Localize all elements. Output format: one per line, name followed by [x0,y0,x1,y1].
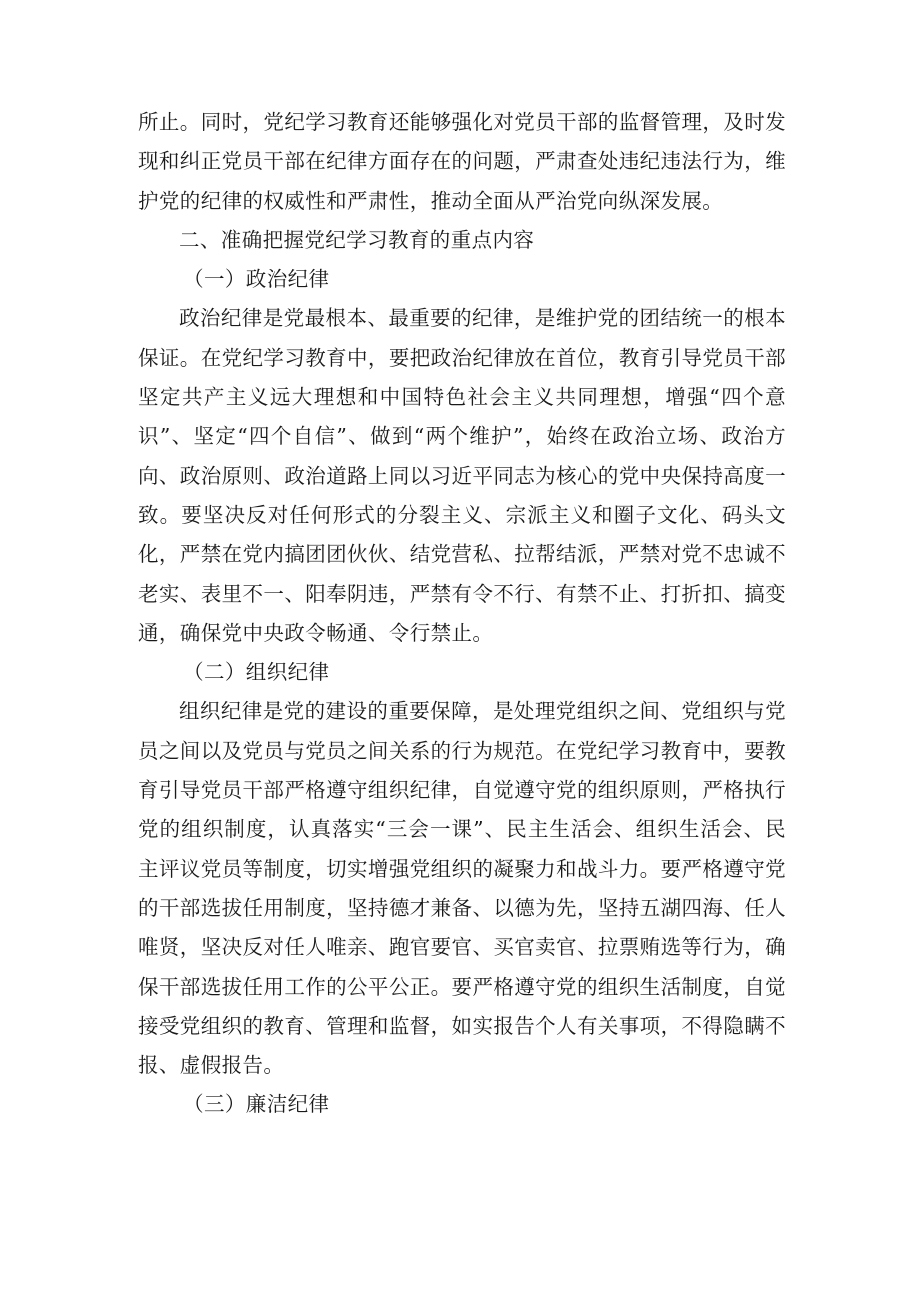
paragraph-political-discipline: 政治纪律是党最根本、最重要的纪律，是维护党的团结统一的根本保证。在党纪学习教育中，要把政治纪律放在首位，教育引导党员干部坚定共产主义远大理想和中国特色社会主义共同理想，增强“四个意识”、坚定“四个自信”、做到“两个维护”，始终在政治立场、政治方向、政治原则、政治道路上同以习近平同志为核心的党中央保持高度一致。要坚决反对任何形式的分裂主义、宗派主义和圈子文化、码头文化，严禁在党内搞团团伙伙、结党营私、拉帮结派，严禁对党不忠诚不老实、表里不一、阳奉阴违，严禁有令不行、有禁不止、打折扣、搞变通，确保党中央政令畅通、令行禁止。 [138,306,786,645]
subsection-heading-political-discipline: （一）政治纪律 [183,267,330,292]
section-heading-2: 二、准确把握党纪学习教育的重点内容 [179,227,535,252]
document-body [138,103,786,1125]
paragraph-continuation: 所止。同时，党纪学习教育还能够强化对党员干部的监督管理，及时发现和纠正党员干部在纪律方面存在的问题，严肃查处违纪违法行为，维护党的纪律的权威性和严肃性，推动全面从严治党向纵深发展。 [138,110,786,213]
subsection-heading-organizational-discipline: （二）组织纪律 [183,660,330,685]
subsection-heading-integrity-discipline: （三）廉洁纪律 [183,1092,330,1117]
paragraph-organizational-discipline: 组织纪律是党的建设的重要保障，是处理党组织之间、党组织与党员之间以及党员与党员之间关系的行为规范。在党纪学习教育中，要教育引导党员干部严格遵守组织纪律，自觉遵守党的组织原则，严格执行党的组织制度，认真落实“三会一课”、民主生活会、组织生活会、民主评议党员等制度，切实增强党组织的凝聚力和战斗力。要严格遵守党的干部选拔任用制度，坚持德才兼备、以德为先，坚持五湖四海、任人唯贤，坚决反对任人唯亲、跑官要官、买官卖官、拉票贿选等行为，确保干部选拔任用工作的公平公正。要严格遵守党的组织生活制度，自觉接受党组织的教育、管理和监督，如实报告个人有关事项，不得隐瞒不报、虚假报告。 [138,699,786,1078]
